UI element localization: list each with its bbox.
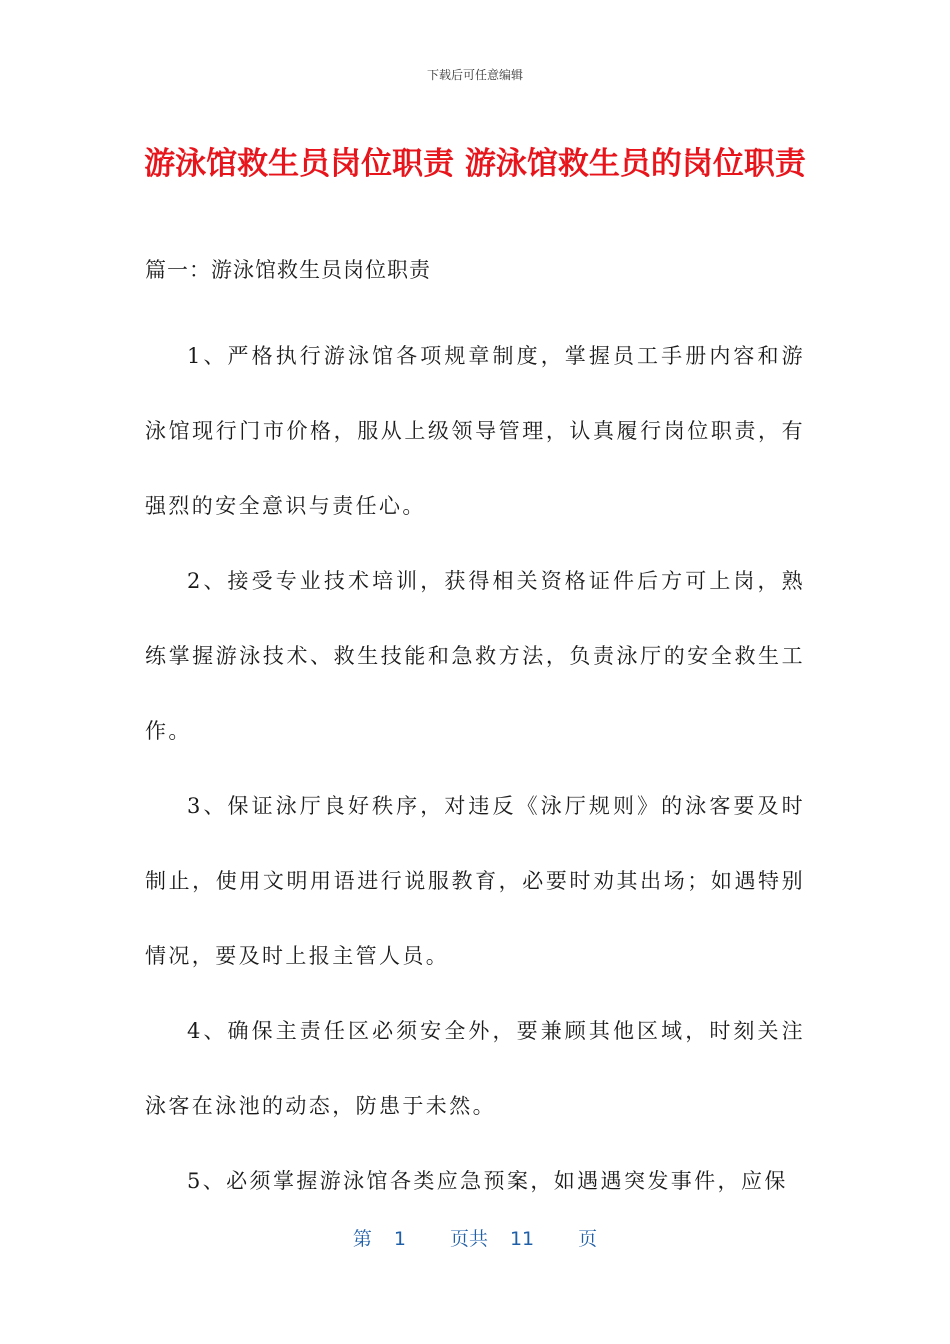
page-footer (0, 1224, 950, 1251)
paragraph-4: 4、确保主责任区必须安全外，要兼顾其他区域，时刻关注泳客在泳池的动态，防患于未然。 (145, 1019, 805, 1118)
footer-prefix: 第 (352, 1228, 372, 1250)
paragraph-3: 3、保证泳厅良好秩序，对违反《泳厅规则》的泳客要及时制止，使用文明用语进行说服教育，必要时劝其出场；如遇特别情况，要及时上报主管人员。 (145, 794, 805, 968)
header-note: 下载后可任意编辑 (426, 68, 523, 82)
document-body (145, 245, 805, 1219)
paragraph-2: 2、接受专业技术培训，获得相关资格证件后方可上岗，熟练掌握游泳技术、救生技能和急救方法，负责泳厅的安全救生工作。 (145, 569, 805, 743)
footer-total-pages: 11 (509, 1228, 535, 1250)
paragraph-1: 1、严格执行游泳馆各项规章制度，掌握员工手册内容和游泳馆现行门市价格，服从上级领导管理，认真履行岗位职责，有强烈的安全意识与责任心。 (145, 344, 805, 518)
footer-current-page: 1 (393, 1228, 406, 1250)
document-title: 游泳馆救生员岗位职责 游泳馆救生员的岗位职责 (144, 146, 806, 182)
section-heading: 篇一：游泳馆救生员岗位职责 (145, 258, 431, 282)
footer-suffix: 页 (578, 1228, 598, 1250)
paragraph-5: 5、必须掌握游泳馆各类应急预案，如遇遇突发事件，应保 (187, 1169, 788, 1193)
footer-middle: 页共 (449, 1228, 488, 1250)
